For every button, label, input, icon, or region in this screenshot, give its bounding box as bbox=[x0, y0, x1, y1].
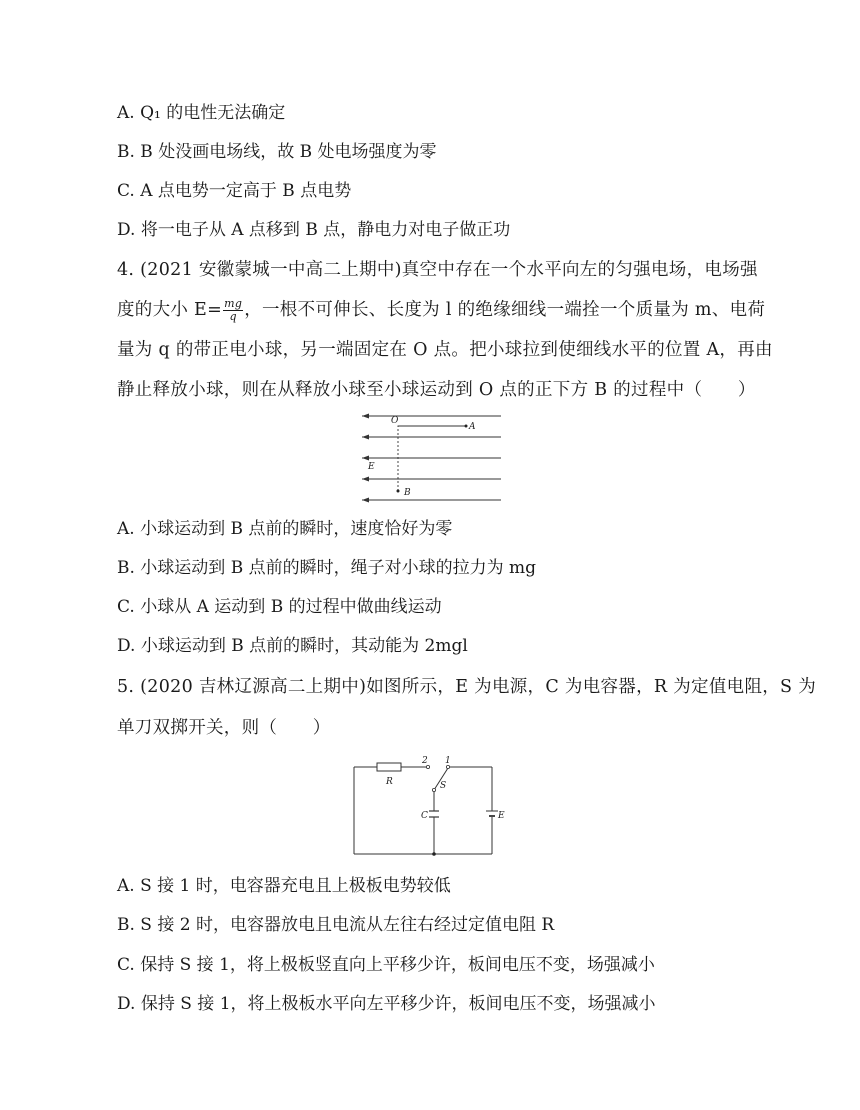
arrow-left-icon bbox=[362, 435, 369, 440]
label-e: E bbox=[368, 462, 375, 472]
q3-option-a: A. Q₁ 的电性无法确定 bbox=[117, 103, 286, 123]
label-a: A bbox=[469, 422, 476, 432]
q3-option-c: C. A 点电势一定高于 B 点电势 bbox=[117, 181, 352, 201]
fraction-numerator: mg bbox=[224, 297, 243, 310]
point-a-dot bbox=[465, 425, 468, 428]
arrow-left-icon bbox=[362, 477, 369, 482]
q5-option-b: B. S 接 2 时，电容器放电且电流从左往右经过定值电阻 R bbox=[117, 915, 555, 935]
circuit-wires bbox=[354, 763, 492, 854]
capacitor-icon bbox=[429, 811, 439, 817]
q4-option-c: C. 小球从 A 运动到 B 的过程中做曲线运动 bbox=[117, 597, 442, 617]
label-o: O bbox=[391, 416, 399, 426]
q4-stem-line-3: 量为 q 的带正电小球，另一端固定在 O 点。把小球拉到使细线水平的位置 A，再由 bbox=[117, 340, 773, 360]
q5-circuit-figure bbox=[350, 756, 505, 860]
point-b-dot bbox=[397, 490, 400, 493]
q3-option-d: D. 将一电子从 A 点移到 B 点，静电力对电子做正功 bbox=[117, 220, 511, 240]
label-terminal-1: 1 bbox=[445, 756, 451, 766]
q5-stem-line-1: 5. (2020 吉林辽源高二上期中)如图所示，E 为电源，C 为电容器，R 为定值电阻，S 为 bbox=[117, 677, 816, 697]
arrow-left-icon bbox=[362, 498, 369, 503]
junction-dot bbox=[432, 852, 436, 856]
q4-option-b: B. 小球运动到 B 点前的瞬时，绳子对小球的拉力为 mg bbox=[117, 558, 537, 578]
q4-option-a: A. 小球运动到 B 点前的瞬时，速度恰好为零 bbox=[117, 519, 453, 539]
q5-option-d: D. 保持 S 接 1，将上极板水平向左平移少许，板间电压不变，场强减小 bbox=[117, 994, 656, 1014]
q5-stem-line-2: 单刀双掷开关，则（ ） bbox=[117, 718, 331, 738]
field-lines bbox=[362, 416, 501, 500]
q4-stem-line-4: 静止释放小球，则在从释放小球至小球运动到 O 点的正下方 B 的过程中（ ） bbox=[117, 380, 756, 400]
q4-field-figure bbox=[360, 409, 502, 505]
q4-stem-line-2-pre: 度的大小 E= bbox=[117, 300, 223, 320]
label-c: C bbox=[421, 811, 428, 821]
arrow-left-icon bbox=[362, 414, 369, 419]
q4-field-fraction bbox=[223, 298, 243, 323]
q4-stem-line-1: 4. (2021 安徽蒙城一中高二上期中)真空中存在一个水平向左的匀强电场，电场强 bbox=[117, 260, 758, 280]
label-terminal-2: 2 bbox=[422, 756, 428, 766]
battery-icon bbox=[486, 811, 498, 816]
resistor-icon bbox=[377, 763, 401, 771]
field-arrowheads bbox=[362, 414, 369, 503]
q5-option-c: C. 保持 S 接 1，将上极板竖直向上平移少许，板间电压不变，场强减小 bbox=[117, 955, 655, 975]
fraction-denominator: q bbox=[229, 310, 237, 323]
q4-stem-line-2-post: ，一根不可伸长、长度为 l 的绝缘细线一端拴一个质量为 m、电荷 bbox=[244, 300, 766, 320]
label-e: E bbox=[498, 811, 505, 821]
q5-option-a: A. S 接 1 时，电容器充电且上极板电势较低 bbox=[117, 876, 451, 896]
label-r: R bbox=[386, 777, 393, 787]
label-b: B bbox=[404, 488, 411, 498]
arrow-left-icon bbox=[362, 456, 369, 461]
switch-pivot-dot bbox=[432, 788, 435, 791]
q3-option-b: B. B 处没画电场线，故 B 处电场强度为零 bbox=[117, 142, 437, 162]
label-s: S bbox=[440, 781, 447, 791]
q4-stem-line-2 bbox=[117, 298, 765, 323]
q4-option-d: D. 小球运动到 B 点前的瞬时，其动能为 2mgl bbox=[117, 636, 468, 656]
